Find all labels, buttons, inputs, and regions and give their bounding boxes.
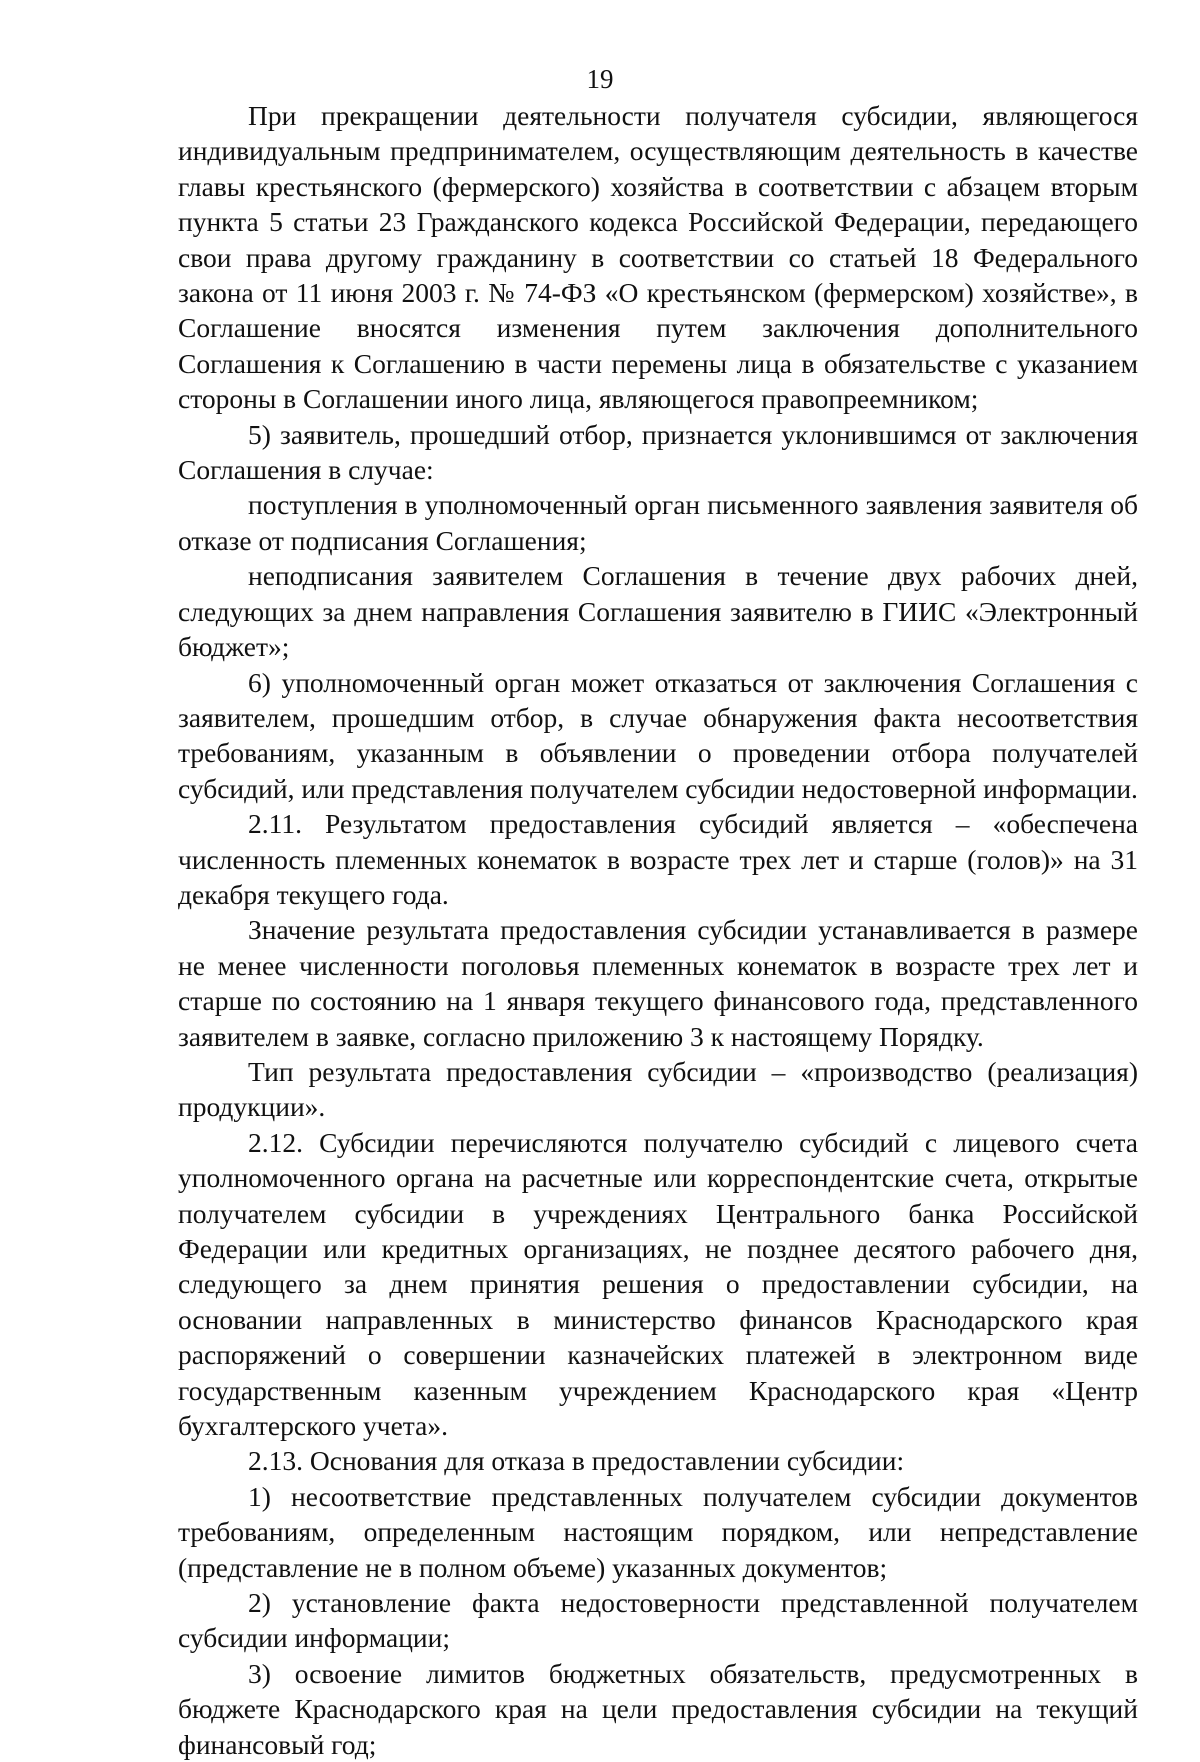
paragraph-refusal-statement: поступления в уполномоченный орган письменного заявления заявителя об отказе от подписания Соглашения;	[178, 489, 1138, 556]
paragraph-result-type: Тип результата предоставления субсидии – «производство (реализация) продукции».	[178, 1055, 1138, 1123]
document-body	[178, 98, 1138, 1762]
paragraph-item-6: 6) уполномоченный орган может отказаться от заключения Соглашения с заявителем, прошедшим отбор, в случае обнаружения факта несоответствия требованиям, указанным в объявлении о проведении отбора получателей субсидий, или представления получателем субсидии недостоверной информации.	[178, 666, 1138, 804]
paragraph-section-2-11: 2.11. Результатом предоставления субсидий является – «обеспечена численность племенных конематок в возрасте трех лет и старше (голов)» на 31 декабря текущего года.	[178, 808, 1138, 910]
paragraph-non-signing: неподписания заявителем Соглашения в течение двух рабочих дней, следующих за днем направления Соглашения заявителю в ГИИС «Электронный бюджет»;	[178, 560, 1138, 663]
paragraph-refusal-item-2: 2) установление факта недостоверности представленной получателем субсидии информации;	[178, 1587, 1138, 1654]
paragraph-section-2-12: 2.12. Субсидии перечисляются получателю субсидий с лицевого счета уполномоченного органа на расчетные или корреспондентские счета, открытые получателем субсидии в учреждениях Центрального банка Российской Федерации или кредитных организациях, не позднее десятого рабочего дня, следующего за днем принятия решения о предоставлении субсидии, на основании направленных в министерство финансов Краснодарского края распоряжений о совершении казначейских платежей в электронном виде государственным казенным учреждением Краснодарского края «Центр бухгалтерского учета».	[178, 1126, 1138, 1442]
paragraph-successor-agreement: При прекращении деятельности получателя субсидии, являющегося индивидуальным предпринимателем, осуществляющим деятельность в качестве главы крестьянского (фермерского) хозяйства в соответствии с абзацем вторым пункта 5 статьи 23 Гражданского кодекса Российской Федерации, передающего свои права другому гражданину в соответствии со статьей 18 Федерального закона от 11 июня 2003 г. № 74-ФЗ «О крестьянском (фермерском) хозяйстве», в Соглашение вносятся изменения путем заключения дополнительного Соглашения к Соглашению в части перемены лица в обязательстве с указанием стороны в Соглашении иного лица, являющегося правопреемником;	[178, 100, 1138, 415]
paragraph-refusal-item-1: 1) несоответствие представленных получателем субсидии документов требованиям, определенным настоящим порядком, или непредставление (представление не в полном объеме) указанных документов;	[178, 1480, 1138, 1583]
paragraph-refusal-item-3: 3) освоение лимитов бюджетных обязательств, предусмотренных в бюджете Краснодарского края на цели предоставления субсидии на текущий финансовый год;	[178, 1657, 1138, 1760]
paragraph-item-5: 5) заявитель, прошедший отбор, признается уклонившимся от заключения Соглашения в случае:	[178, 418, 1138, 486]
paragraph-section-2-13: 2.13. Основания для отказа в предоставлении субсидии:	[248, 1445, 905, 1477]
page-number: 19	[586, 64, 614, 94]
paragraph-result-value: Значение результата предоставления субсидии устанавливается в размере не менее численности поголовья племенных конематок в возрасте трех лет и старше по состоянию на 1 января текущего финансового года, представленного заявителем в заявке, согласно приложению 3 к настоящему Порядку.	[178, 914, 1138, 1052]
